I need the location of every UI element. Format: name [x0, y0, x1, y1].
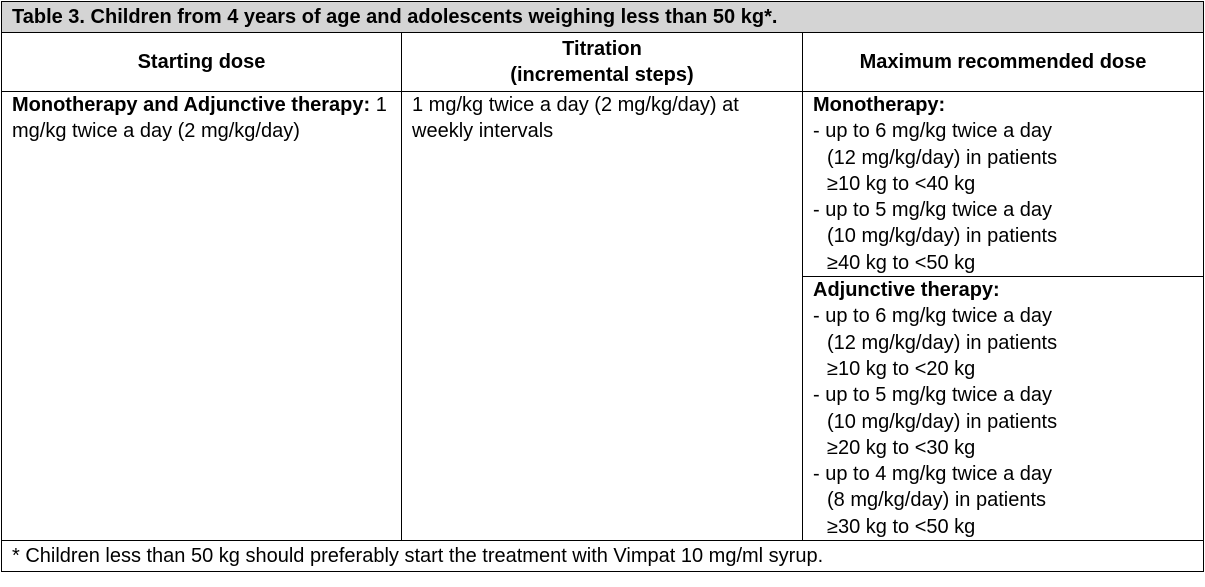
caption-row: [2, 2, 1204, 33]
starting-dose-bold: Monotherapy and Adjunctive therapy:: [12, 94, 371, 116]
header-titration-line1: Titration: [562, 38, 642, 60]
monotherapy-heading: Monotherapy:: [813, 94, 946, 116]
list-item-detail: ≥10 kg to <40 kg: [827, 172, 976, 195]
monotherapy-cell: [803, 92, 1204, 277]
list-item-detail: (10 mg/kg/day) in patients: [827, 225, 1058, 248]
footnote-row: [2, 541, 1204, 572]
header-maximum-dose: Maximum recommended dose: [803, 33, 1204, 92]
list-item-detail: (12 mg/kg/day) in patients: [827, 331, 1058, 354]
list-item-detail: ≥40 kg to <50 kg: [827, 251, 976, 274]
header-titration: [402, 33, 803, 92]
list-item-detail: (12 mg/kg/day) in patients: [827, 146, 1058, 169]
table-caption: Table 3. Children from 4 years of age and adolescents weighing less than 50 kg*.: [2, 2, 1204, 33]
adjunctive-cell: [803, 277, 1204, 541]
list-item: - up to 4 mg/kg twice a day: [813, 463, 1053, 486]
table-footnote: * Children less than 50 kg should preferably start the treatment with Vimpat 10 mg/ml syrup.: [2, 541, 1204, 572]
list-item-detail: ≥20 kg to <30 kg: [827, 436, 976, 459]
list-item-detail: ≥30 kg to <50 kg: [827, 515, 976, 538]
header-row: [2, 33, 1204, 92]
list-item: - up to 5 mg/kg twice a day: [813, 384, 1053, 407]
list-item-detail: (8 mg/kg/day) in patients: [827, 489, 1046, 512]
list-item: - up to 6 mg/kg twice a day: [813, 305, 1053, 328]
dosing-table: [1, 1, 1204, 572]
starting-dose-cell: [2, 92, 402, 541]
adjunctive-heading: Adjunctive therapy:: [813, 279, 1000, 302]
list-item-detail: (10 mg/kg/day) in patients: [827, 410, 1058, 433]
header-titration-line2: (incremental steps): [510, 64, 694, 86]
table-row: [2, 92, 1204, 277]
list-item-detail: ≥10 kg to <20 kg: [827, 357, 976, 380]
starting-dose-text: 1 mg/kg twice a day (2 mg/kg/day): [12, 94, 387, 143]
header-starting-dose: Starting dose: [2, 33, 402, 92]
list-item: - up to 6 mg/kg twice a day: [813, 120, 1053, 143]
titration-cell: 1 mg/kg twice a day (2 mg/kg/day) at weekly intervals: [402, 92, 803, 541]
list-item: - up to 5 mg/kg twice a day: [813, 199, 1053, 222]
